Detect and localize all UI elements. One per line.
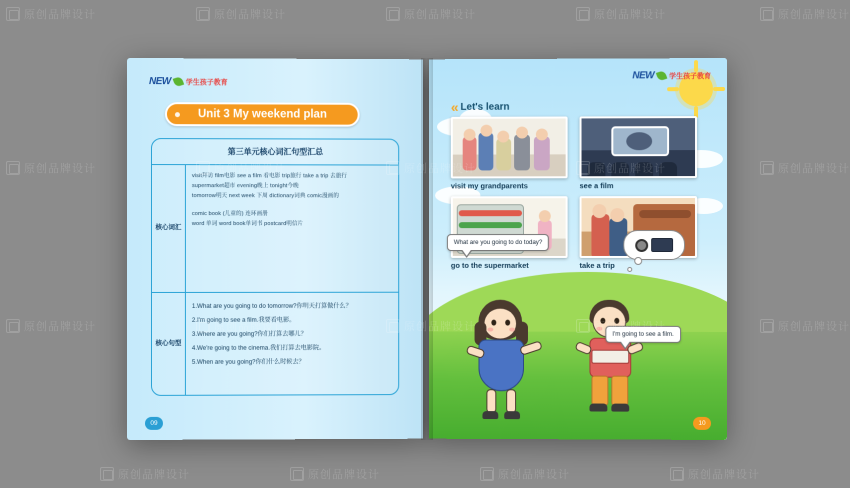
brand-new-text: NEW bbox=[632, 70, 655, 82]
girl-character bbox=[465, 300, 542, 428]
watermark-logo-icon bbox=[760, 319, 774, 333]
watermark-text: 原创品牌设计 bbox=[778, 321, 850, 333]
table-row bbox=[152, 165, 398, 293]
watermark-logo-icon bbox=[6, 7, 20, 21]
brand-logo-left bbox=[149, 76, 228, 87]
watermark bbox=[6, 6, 96, 22]
watermark-logo-icon bbox=[386, 7, 400, 21]
watermark bbox=[386, 6, 476, 22]
watermark bbox=[760, 318, 850, 334]
sentence-line: 1.What are you going to do tomorrow?你明天打算做什么？ bbox=[191, 302, 352, 310]
sentences-cell bbox=[186, 293, 398, 396]
photo-item-film[interactable] bbox=[580, 116, 697, 190]
bullet-icon bbox=[175, 112, 180, 117]
grandparents-photo bbox=[451, 116, 568, 178]
photo-caption: see a film bbox=[579, 181, 614, 191]
page-number-left: 09 bbox=[145, 417, 163, 430]
table-title: 第三单元核心词汇句型汇总 bbox=[152, 139, 398, 165]
photo-caption: take a trip bbox=[579, 260, 615, 270]
row-label-vocabulary: 核心词汇 bbox=[152, 165, 186, 292]
vocab-line: supermarket超市 evening晚上 tonight今晚 bbox=[191, 182, 299, 190]
watermark-text: 原创品牌设计 bbox=[118, 469, 190, 481]
watermark bbox=[290, 466, 380, 482]
speech-bubble-question: What are you going to do today? bbox=[447, 234, 549, 251]
photo-caption: go to the supermarket bbox=[450, 260, 529, 270]
unit-title-banner bbox=[165, 102, 360, 127]
vocab-extra-line: comic book (儿童的) 连环画册 bbox=[191, 211, 268, 218]
watermark bbox=[6, 318, 96, 334]
cinema-photo bbox=[580, 116, 697, 178]
section-title-text: Let's learn bbox=[460, 101, 510, 113]
watermark-logo-icon bbox=[290, 467, 304, 481]
unit-title-text: Unit 3 My weekend plan bbox=[197, 108, 327, 121]
watermark-text: 原创品牌设计 bbox=[24, 321, 96, 333]
watermark bbox=[670, 466, 760, 482]
watermark-text: 原创品牌设计 bbox=[498, 469, 570, 481]
watermark-logo-icon bbox=[196, 7, 210, 21]
watermark-logo-icon bbox=[6, 319, 20, 333]
double-chevron-left-icon: « bbox=[450, 98, 456, 115]
leaf-icon bbox=[656, 70, 667, 82]
watermark-logo-icon bbox=[760, 161, 774, 175]
watermark bbox=[6, 160, 96, 176]
right-page bbox=[429, 58, 727, 440]
watermark-logo-icon bbox=[6, 161, 20, 175]
watermark-text: 原创品牌设计 bbox=[24, 163, 96, 175]
watermark bbox=[760, 160, 850, 176]
sentence-line: 3.Where are you going?你们打算去哪儿？ bbox=[191, 330, 307, 338]
sentence-line: 5.When are you going?你们什么时候去？ bbox=[191, 358, 305, 366]
brand-chinese-text: 学生孩子教育 bbox=[669, 72, 712, 80]
film-screen-icon bbox=[651, 238, 673, 252]
vocabulary-list bbox=[192, 172, 392, 202]
watermark-text: 原创品牌设计 bbox=[688, 469, 760, 481]
watermark-logo-icon bbox=[760, 7, 774, 21]
vocab-line: visit拜访 film电影 see a film 看电影 trip旅行 take a trip 去旅行 bbox=[191, 173, 348, 180]
watermark-text: 原创品牌设计 bbox=[308, 469, 380, 481]
watermark bbox=[480, 466, 570, 482]
watermark-logo-icon bbox=[100, 467, 114, 481]
leaf-icon bbox=[173, 76, 185, 88]
brand-new-text: NEW bbox=[148, 76, 171, 88]
vocab-extra-line: word 单词 word book单词书 postcard明信片 bbox=[191, 221, 304, 228]
table-row bbox=[152, 293, 398, 396]
page-number-right: 10 bbox=[693, 417, 711, 430]
sentence-line: 4.We're going to the cinema.我们打算去电影院。 bbox=[191, 344, 326, 352]
brand-chinese-text: 学生孩子教育 bbox=[185, 78, 228, 86]
watermark-logo-icon bbox=[480, 467, 494, 481]
watermark-text: 原创品牌设计 bbox=[404, 9, 476, 21]
section-header-lets-learn bbox=[451, 99, 510, 115]
film-reel-icon bbox=[635, 239, 648, 252]
vocab-line: tomorrow明天 next week 下周 dictionary词典 comic漫画的 bbox=[191, 192, 340, 199]
photo-item-supermarket[interactable] bbox=[451, 196, 568, 270]
watermark-text: 原创品牌设计 bbox=[778, 163, 850, 175]
film-thought-icon bbox=[623, 230, 685, 260]
photo-item-grandparents[interactable] bbox=[451, 116, 568, 190]
sentence-line: 2.I'm going to see a film.我要看电影。 bbox=[191, 316, 296, 324]
row-label-sentences: 核心句型 bbox=[152, 293, 186, 396]
left-page bbox=[127, 58, 423, 440]
boy-character bbox=[578, 300, 650, 418]
watermark-text: 原创品牌设计 bbox=[778, 9, 850, 21]
vocabulary-extra-list bbox=[192, 210, 392, 230]
watermark-logo-icon bbox=[576, 7, 590, 21]
vocabulary-cell bbox=[186, 165, 398, 292]
watermark-text: 原创品牌设计 bbox=[214, 9, 286, 21]
photo-caption: visit my grandparents bbox=[450, 181, 528, 191]
speech-bubble-answer: I'm going to see a film. bbox=[605, 326, 680, 343]
watermark-text: 原创品牌设计 bbox=[594, 9, 666, 21]
summary-table bbox=[151, 138, 399, 396]
watermark-logo-icon bbox=[670, 467, 684, 481]
watermark bbox=[576, 6, 666, 22]
brand-logo-right bbox=[632, 70, 711, 81]
watermark bbox=[100, 466, 190, 482]
watermark bbox=[760, 6, 850, 22]
watermark-text: 原创品牌设计 bbox=[24, 9, 96, 21]
watermark bbox=[196, 6, 286, 22]
open-book-spread bbox=[127, 58, 727, 440]
